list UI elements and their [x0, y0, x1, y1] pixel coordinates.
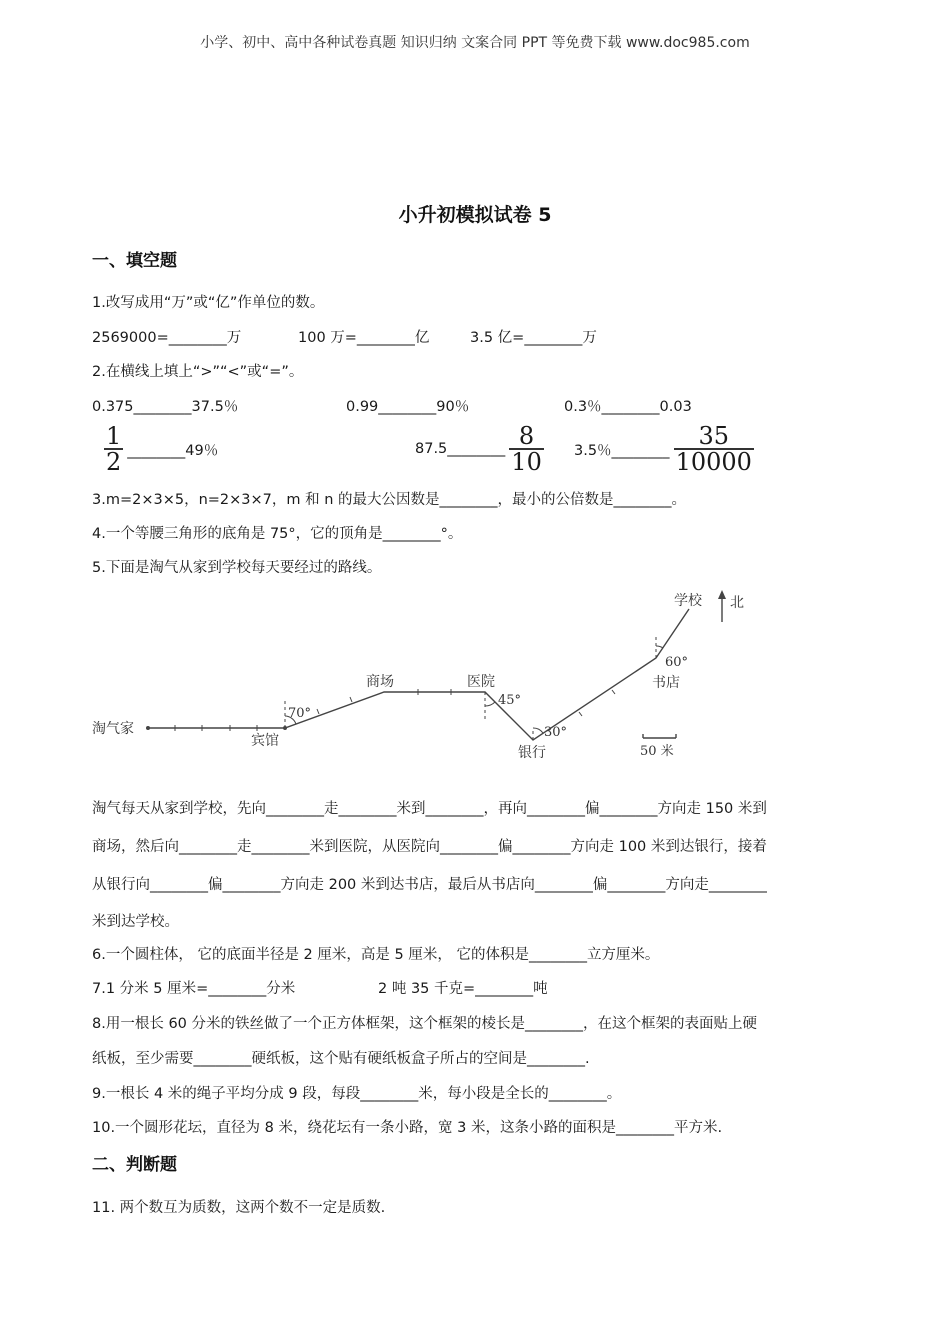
map-label-school: 学校: [674, 593, 702, 609]
q1-part-c: 3.5 亿=________万: [470, 330, 597, 346]
fraction-eight-tenths: $\frac{8}{10}$: [511, 422, 542, 476]
section-fill-blank-heading: 一、填空题: [92, 251, 177, 271]
q2-row2-b-text: 87.5________: [415, 441, 506, 457]
hotel-point: [283, 726, 287, 730]
q2-row2-a: [104, 424, 218, 474]
q3: 3.m=2×3×5，n=2×3×7，m 和 n 的最大公因数是________，最小的公倍数是________。: [92, 492, 687, 508]
q5-line3: 从银行向________偏________方向走 200 米到达书店，最后从书店向________偏________方向走________: [92, 877, 767, 893]
q1-stem: 1.改写成用“万”或“亿”作单位的数。: [92, 295, 325, 311]
q2-row1-b: 0.99________90％: [346, 399, 470, 415]
q11: 11. 两个数互为质数，这两个数不一定是质数.: [92, 1200, 386, 1216]
fraction-35-over-10000: $\frac{35}{10000}$: [675, 422, 752, 476]
map-angle-bank: 30°: [544, 725, 568, 740]
map-angle-bookstore: 60°: [665, 655, 689, 670]
q7-part-a: 7.1 分米 5 厘米=________分米: [92, 981, 296, 997]
q2-stem: 2.在横线上填上“>”“<”或“=”。: [92, 364, 304, 380]
map-label-bookstore: 书店: [652, 675, 680, 691]
route-map: [0, 580, 950, 770]
q2-row2-a-text: ________49％: [127, 442, 219, 459]
q5-line4: 米到达学校。: [92, 914, 179, 930]
q6: 6.一个圆柱体， 它的底面半径是 2 厘米，高是 5 厘米， 它的体积是________立方厘米。: [92, 947, 660, 963]
q8-line1: 8.用一根长 60 分米的铁丝做了一个正方体框架，这个框架的棱长是________，在这个框架的表面贴上硬: [92, 1016, 757, 1032]
q2-row2-b: [415, 424, 544, 474]
fraction-one-half: $\frac{1}{2}$: [106, 422, 122, 476]
q2-row1-a: 0.375________37.5％: [92, 399, 239, 415]
map-label-hotel: 宾馆: [251, 733, 279, 749]
q4: 4.一个等腰三角形的底角是 75°，它的顶角是________°。: [92, 526, 463, 542]
map-label-bank: 银行: [518, 745, 546, 761]
q1-part-a: 2569000=________万: [92, 330, 242, 346]
q8-line2: 纸板，至少需要________硬纸板，这个贴有硬纸板盒子所占的空间是________.: [92, 1051, 590, 1067]
q7-part-b: 2 吨 35 千克=________吨: [378, 981, 548, 997]
map-angle-hotel: 70°: [288, 706, 312, 721]
map-label-home: 淘气家: [92, 721, 134, 737]
map-scale-label: 50 米: [640, 744, 674, 759]
q2-row2-c: [574, 424, 754, 474]
q9: 9.一根长 4 米的绳子平均分成 9 段，每段________米，每小段是全长的________。: [92, 1086, 622, 1102]
map-label-mall: 商场: [366, 674, 394, 690]
page-header: 小学、初中、高中各种试卷真题 知识归纳 文案合同 PPT 等免费下载 www.doc985.com: [200, 35, 750, 51]
q2-row1-c: 0.3％________0.03: [564, 399, 692, 415]
north-arrowhead-icon: [718, 590, 726, 599]
q1-part-b: 100 万=________亿: [298, 330, 430, 346]
section-judge-heading: 二、判断题: [92, 1155, 177, 1175]
q5-stem: 5.下面是淘气从家到学校每天要经过的路线。: [92, 560, 382, 576]
map-angle-hospital: 45°: [498, 693, 522, 708]
q5-line1: 淘气每天从家到学校，先向________走________米到________，再向________偏________方向走 150 米到: [92, 801, 767, 817]
map-label-hospital: 医院: [467, 674, 495, 690]
q10: 10.一个圆形花坛，直径为 8 米，绕花坛有一条小路，宽 3 米，这条小路的面积是________平方米.: [92, 1120, 723, 1136]
q2-row2-c-text: 3.5％________: [574, 442, 670, 459]
route-line: [148, 609, 689, 740]
page-title: 小升初模拟试卷 5: [398, 204, 552, 226]
q5-line2: 商场，然后向________走________米到医院，从医院向________偏________方向走 100 米到达银行，接着: [92, 839, 767, 855]
home-point: [146, 726, 150, 730]
map-label-north: 北: [730, 595, 744, 611]
